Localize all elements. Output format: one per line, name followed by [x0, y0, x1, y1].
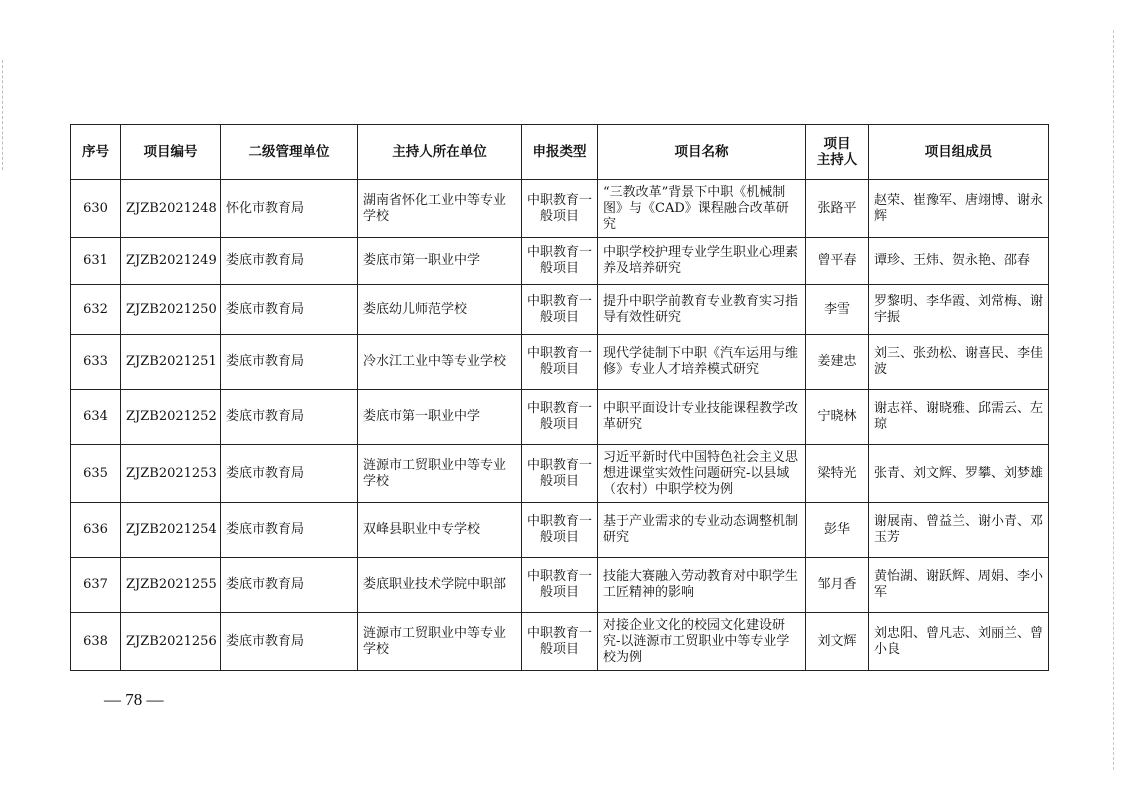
cell-code: ZJZB2021256: [121, 613, 221, 671]
col-header-host: 项目 主持人: [806, 125, 869, 180]
cell-host-unit: 湖南省怀化工业中等专业学校: [358, 180, 522, 238]
cell-no: 630: [71, 180, 121, 238]
cell-host: 邹月香: [806, 558, 869, 613]
cell-members: 黄怡湖、谢跃辉、周娟、李小军: [869, 558, 1049, 613]
cell-code: ZJZB2021248: [121, 180, 221, 238]
cell-code: ZJZB2021251: [121, 335, 221, 390]
cell-host-unit: 冷水江工业中等专业学校: [358, 335, 522, 390]
col-header-members: 项目组成员: [869, 125, 1049, 180]
table-row: [71, 445, 1049, 503]
cell-code: ZJZB2021250: [121, 285, 221, 335]
cell-unit: 娄底市教育局: [221, 335, 358, 390]
cell-type: 中职教育一般项目: [522, 390, 598, 445]
table-row: [71, 180, 1049, 238]
cell-members: 刘三、张劲松、谢喜民、李佳波: [869, 335, 1049, 390]
col-header-code: 项目编号: [121, 125, 221, 180]
cell-project-name: 中职平面设计专业技能课程教学改革研究: [598, 390, 806, 445]
cell-type: 中职教育一般项目: [522, 285, 598, 335]
cell-project-name: “三教改革”背景下中职《机械制图》与《CAD》课程融合改革研究: [598, 180, 806, 238]
scan-edge-mark: [1111, 30, 1114, 770]
table-row: [71, 390, 1049, 445]
cell-unit: 娄底市教育局: [221, 390, 358, 445]
cell-host: 彭华: [806, 503, 869, 558]
cell-type: 中职教育一般项目: [522, 445, 598, 503]
cell-no: 632: [71, 285, 121, 335]
project-table: [70, 124, 1049, 671]
cell-project-name: 技能大赛融入劳动教育对中职学生工匠精神的影响: [598, 558, 806, 613]
cell-members: 罗黎明、李华霞、刘常梅、谢宇振: [869, 285, 1049, 335]
cell-members: 赵荣、崔豫军、唐翊博、谢永辉: [869, 180, 1049, 238]
cell-unit: 娄底市教育局: [221, 503, 358, 558]
cell-type: 中职教育一般项目: [522, 335, 598, 390]
cell-project-name: 对接企业文化的校园文化建设研究-以涟源市工贸职业中等专业学校为例: [598, 613, 806, 671]
cell-unit: 娄底市教育局: [221, 613, 358, 671]
col-header-host-unit: 主持人所在单位: [358, 125, 522, 180]
cell-host: 曾平春: [806, 238, 869, 285]
cell-no: 637: [71, 558, 121, 613]
cell-host: 刘文辉: [806, 613, 869, 671]
cell-members: 谢志祥、谢晓雅、邱需云、左琼: [869, 390, 1049, 445]
cell-code: ZJZB2021249: [121, 238, 221, 285]
table-row: [71, 558, 1049, 613]
cell-no: 638: [71, 613, 121, 671]
cell-host-unit: 涟源市工贸职业中等专业学校: [358, 613, 522, 671]
cell-no: 634: [71, 390, 121, 445]
cell-code: ZJZB2021255: [121, 558, 221, 613]
cell-code: ZJZB2021252: [121, 390, 221, 445]
cell-type: 中职教育一般项目: [522, 503, 598, 558]
cell-project-name: 现代学徒制下中职《汽车运用与维修》专业人才培养模式研究: [598, 335, 806, 390]
col-header-unit: 二级管理单位: [221, 125, 358, 180]
cell-no: 636: [71, 503, 121, 558]
cell-host-unit: 娄底市第一职业中学: [358, 238, 522, 285]
cell-type: 中职教育一般项目: [522, 558, 598, 613]
cell-project-name: 中职学校护理专业学生职业心理素养及培养研究: [598, 238, 806, 285]
cell-members: 谭珍、王炜、贺永艳、邵春: [869, 238, 1049, 285]
table-row: [71, 613, 1049, 671]
cell-code: ZJZB2021253: [121, 445, 221, 503]
cell-host-unit: 娄底职业技术学院中职部: [358, 558, 522, 613]
cell-no: 635: [71, 445, 121, 503]
cell-host-unit: 双峰县职业中专学校: [358, 503, 522, 558]
table-row: [71, 238, 1049, 285]
table-body: [71, 180, 1049, 671]
cell-type: 中职教育一般项目: [522, 613, 598, 671]
cell-project-name: 提升中职学前教育专业教育实习指导有效性研究: [598, 285, 806, 335]
table-header-row: [71, 125, 1049, 180]
cell-members: 张青、刘文辉、罗攀、刘梦雄: [869, 445, 1049, 503]
cell-unit: 娄底市教育局: [221, 445, 358, 503]
cell-host-unit: 娄底市第一职业中学: [358, 390, 522, 445]
cell-type: 中职教育一般项目: [522, 238, 598, 285]
cell-type: 中职教育一般项目: [522, 180, 598, 238]
cell-members: 谢展南、曾益兰、谢小青、邓玉芳: [869, 503, 1049, 558]
cell-unit: 娄底市教育局: [221, 238, 358, 285]
cell-unit: 娄底市教育局: [221, 285, 358, 335]
cell-unit: 怀化市教育局: [221, 180, 358, 238]
cell-no: 631: [71, 238, 121, 285]
cell-host: 梁特光: [806, 445, 869, 503]
col-header-name: 项目名称: [598, 125, 806, 180]
cell-host: 李雪: [806, 285, 869, 335]
table-row: [71, 335, 1049, 390]
cell-unit: 娄底市教育局: [221, 558, 358, 613]
cell-host: 张路平: [806, 180, 869, 238]
cell-no: 633: [71, 335, 121, 390]
col-header-type: 申报类型: [522, 125, 598, 180]
table-row: [71, 503, 1049, 558]
page-number: — 78 —: [104, 690, 164, 709]
cell-host: 宁晓林: [806, 390, 869, 445]
cell-project-name: 基于产业需求的专业动态调整机制研究: [598, 503, 806, 558]
scan-edge-mark: [2, 60, 6, 170]
cell-members: 刘忠阳、曾凡志、刘丽兰、曾小良: [869, 613, 1049, 671]
cell-host: 姜建忠: [806, 335, 869, 390]
col-header-no: 序号: [71, 125, 121, 180]
cell-host-unit: 涟源市工贸职业中等专业学校: [358, 445, 522, 503]
cell-project-name: 习近平新时代中国特色社会主义思想进课堂实效性问题研究-以县域（农村）中职学校为例: [598, 445, 806, 503]
table-row: [71, 285, 1049, 335]
cell-host-unit: 娄底幼儿师范学校: [358, 285, 522, 335]
cell-code: ZJZB2021254: [121, 503, 221, 558]
